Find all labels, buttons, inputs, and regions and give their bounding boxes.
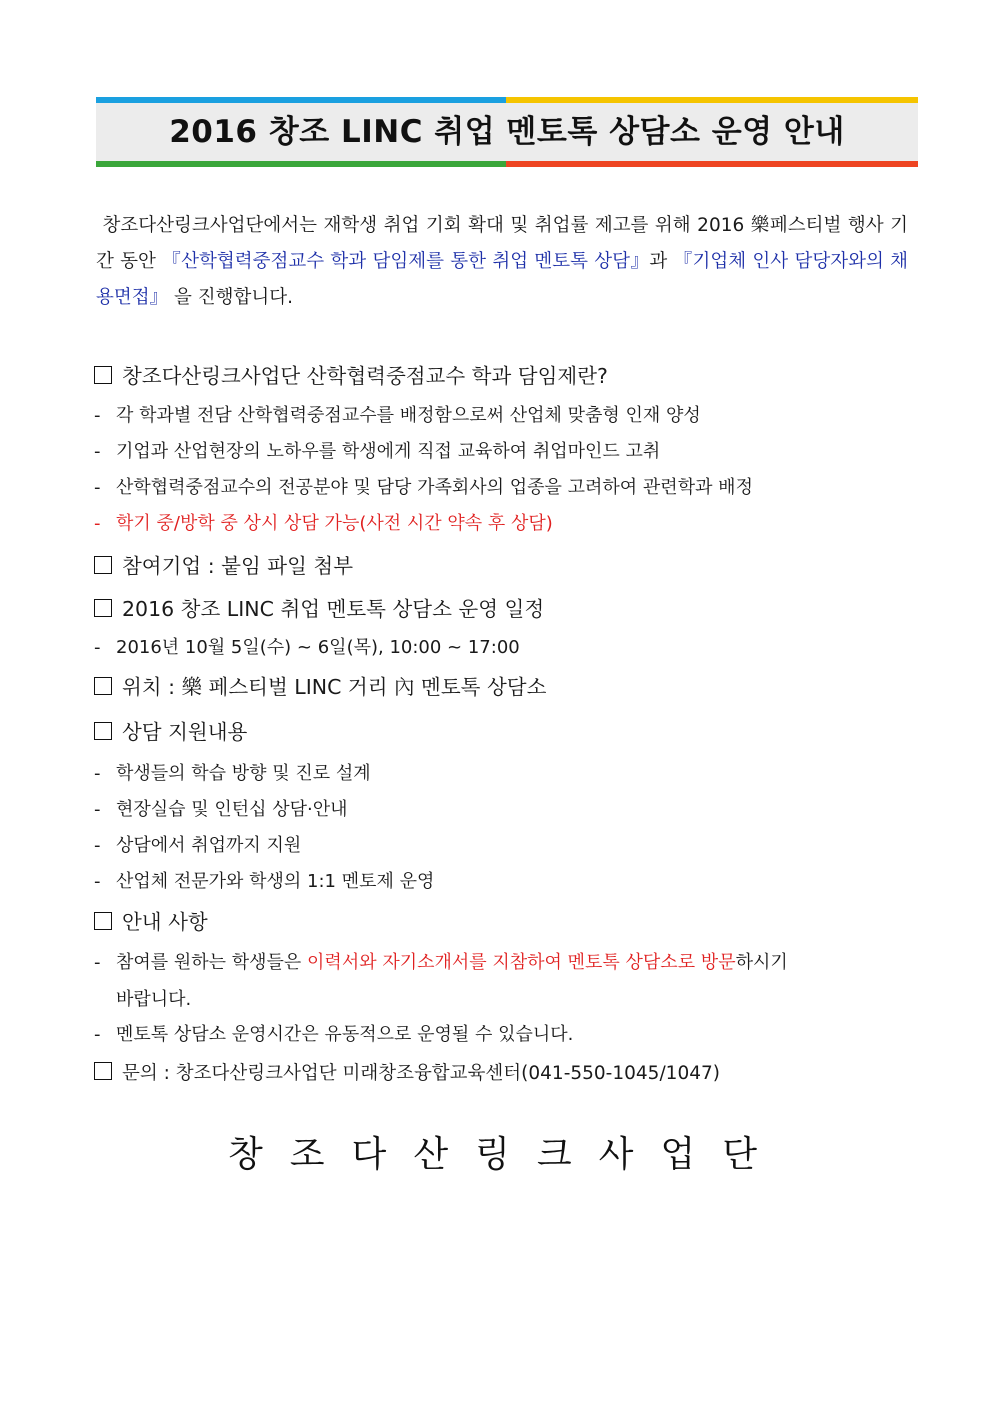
title-banner xyxy=(96,97,918,167)
list-item-highlight: - 학기 중/방학 중 상시 상담 가능(사전 시간 약속 후 상담) xyxy=(94,513,553,534)
contact-text: 문의 : 창조다산링크사업단 미래창조융합교육센터(041-550-1045/1047) xyxy=(122,1063,720,1084)
checkbox-icon xyxy=(94,366,112,384)
section-heading-4 xyxy=(94,670,546,700)
list-item: - 산학협력중점교수의 전공분야 및 담당 가족회사의 업종을 고려하여 관련학과 배정 xyxy=(94,477,753,498)
footer-organization: 창조다산링크사업단 xyxy=(228,1134,784,1175)
section-heading-text: 상담 지원내용 xyxy=(122,720,248,744)
title-bar-red xyxy=(506,161,918,167)
list-item: - 2016년 10월 5일(수) ~ 6일(목), 10:00 ~ 17:00 xyxy=(94,637,520,658)
section-heading-text: 2016 창조 LINC 취업 멘토톡 상담소 운영 일정 xyxy=(122,597,545,621)
intro-paragraph xyxy=(96,208,908,316)
notice-highlight: 이력서와 자기소개서를 지참하여 멘토톡 상담소로 방문 xyxy=(307,952,736,973)
list-item: - 기업과 산업현장의 노하우를 학생에게 직접 교육하여 취업마인드 고취 xyxy=(94,441,661,462)
checkbox-icon xyxy=(94,1062,112,1080)
intro-text-1: 창조다산링크사업단에서는 재학생 취업 기회 확대 및 취업률 제고를 위해 2016 樂페스티벌 행사 기간 동안 xyxy=(96,215,908,272)
checkbox-icon xyxy=(94,599,112,617)
list-item: - 참여를 원하는 학생들은 이력서와 자기소개서를 지참하여 멘토톡 상담소로 방문하시기 xyxy=(94,952,788,973)
section-heading-text: 창조다산링크사업단 산학협력중점교수 학과 담임제란? xyxy=(122,364,608,388)
title-bar-green xyxy=(96,161,506,167)
section-heading-5 xyxy=(94,715,247,745)
list-item: - 학생들의 학습 방향 및 진로 설계 xyxy=(94,763,371,784)
intro-highlight-1: 『산학협력중점교수 학과 담임제를 통한 취업 멘토톡 상담』 xyxy=(162,251,650,272)
checkbox-icon xyxy=(94,912,112,930)
checkbox-icon xyxy=(94,677,112,695)
list-item: - 산업체 전문가와 학생의 1:1 멘토제 운영 xyxy=(94,871,435,892)
section-heading-text: 안내 사항 xyxy=(122,910,208,934)
page-title: 2016 창조 LINC 취업 멘토톡 상담소 운영 안내 xyxy=(169,114,845,150)
list-item: - 상담에서 취업까지 지원 xyxy=(94,835,302,856)
list-item: - 현장실습 및 인턴십 상담·안내 xyxy=(94,799,348,820)
section-heading-6 xyxy=(94,905,208,935)
list-item: - 멘토톡 상담소 운영시간은 유동적으로 운영될 수 있습니다. xyxy=(94,1024,574,1045)
checkbox-icon xyxy=(94,556,112,574)
list-item-continuation: 바랍니다. xyxy=(116,989,192,1010)
section-heading-1 xyxy=(94,359,608,389)
list-item: - 각 학과별 전담 산학협력중점교수를 배정함으로써 산업체 맞춤형 인재 양성 xyxy=(94,405,701,426)
section-heading-3 xyxy=(94,592,544,622)
checkbox-icon xyxy=(94,722,112,740)
section-heading-text: 위치 : 樂 페스티벌 LINC 거리 內 멘토톡 상담소 xyxy=(122,675,547,699)
intro-text-2: 과 xyxy=(649,251,674,272)
intro-text-3: 을 진행합니다. xyxy=(174,287,294,308)
section-heading-7 xyxy=(94,1059,720,1085)
section-heading-2 xyxy=(94,549,353,579)
section-heading-text: 참여기업 : 붙임 파일 첨부 xyxy=(122,554,354,578)
intro-highlight-2: 『기업체 인사 담당자와의 채용면접』 xyxy=(96,251,909,308)
